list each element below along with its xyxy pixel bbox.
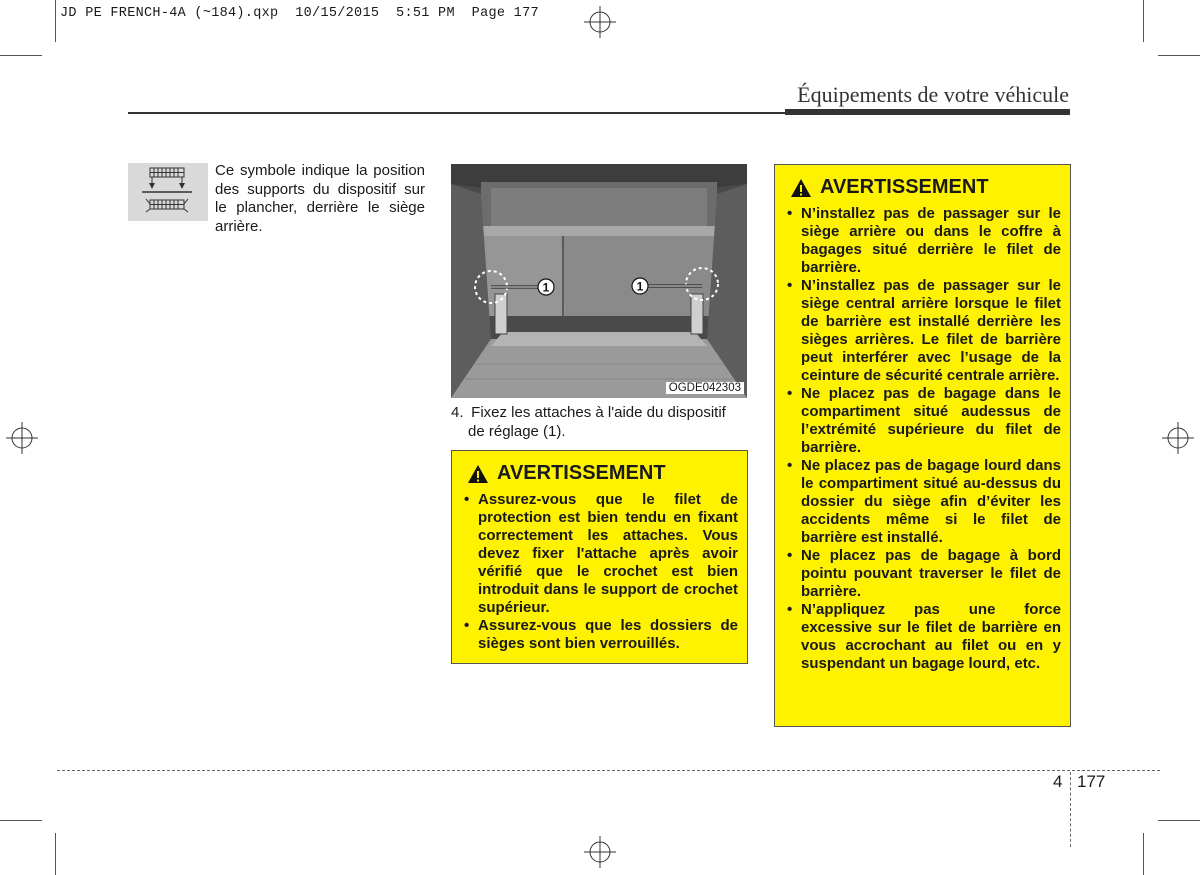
callout-left: 1 [542, 280, 550, 295]
section-title: Équipements de votre véhicule [797, 82, 1069, 107]
crop-mark [1158, 55, 1200, 56]
warning-item: • Assurez-vous que les dossiers de sièges sont bien verrouillés. [461, 617, 738, 653]
crop-mark [55, 833, 56, 875]
footer-dashed-divider [1070, 772, 1071, 847]
step-instruction [451, 404, 751, 441]
footer-dashed-rule [57, 770, 1160, 771]
warning-title: AVERTISSEMENT [820, 176, 989, 198]
crop-mark [1143, 0, 1144, 42]
warning-triangle-icon [790, 178, 812, 198]
warning-box-left [451, 450, 748, 664]
crop-mark [0, 820, 42, 821]
warning-item: • N’appliquez pas une force excessive sur le filet de barrière en vous accrochant au filet ou en y suspendant un bagage lourd, etc. [784, 601, 1061, 673]
warning-item: • Ne placez pas de bagage dans le compartiment situé audessus de l’extrémité supérieure du filet de barrière. [784, 385, 1061, 457]
crop-mark [0, 55, 42, 56]
warning-triangle-icon [467, 464, 489, 484]
step-line-1: Fixez les attaches à l'aide du dispositif [471, 404, 726, 421]
warning-header [467, 462, 738, 485]
registration-mark-icon [1162, 422, 1194, 454]
registration-mark-icon [584, 6, 616, 38]
crop-mark [1143, 833, 1144, 875]
warning-item: • Ne placez pas de bagage à bord pointu pouvant traverser le filet de barrière. [784, 547, 1061, 601]
warning-list [461, 491, 738, 653]
registration-mark-icon [584, 836, 616, 868]
warning-box-right [774, 164, 1071, 727]
warning-item: • N’installez pas de passager sur le siège central arrière lorsque le filet de barrière est installé derrière les sièges arrières. Le filet de barrière peut interférer avec l’usage de la ceinture de sécurité centrale arrière. [784, 277, 1061, 385]
warning-list [784, 205, 1061, 673]
warning-item: • Assurez-vous que le filet de protection est bien tendu en fixant correctement les attaches. Vous devez fixer l'attache après avoir vérifié que le crochet est bien introduit dans le support de crochet supérieur. [461, 491, 738, 617]
crop-mark [1158, 820, 1200, 821]
figure-code: OGDE042303 [666, 382, 744, 394]
step-number: 4. [451, 404, 464, 421]
crop-mark [55, 0, 56, 42]
page-number: 177 [1077, 772, 1106, 791]
warning-header [790, 176, 1061, 199]
step-line-2: de réglage (1). [468, 422, 566, 440]
header-rule-accent [785, 109, 1070, 115]
print-slug: JD PE FRENCH-4A (~184).qxp 10/15/2015 5:51 PM Page 177 [60, 6, 539, 21]
cargo-net-floor-support-icon [128, 163, 208, 221]
cargo-area-figure [451, 164, 747, 398]
intro-text: Ce symbole indique la position des supports du dispositif sur le plancher, derrière le siège arrière. [215, 162, 425, 235]
registration-mark-icon [6, 422, 38, 454]
cargo-area-illustration [451, 164, 747, 398]
warning-item: • Ne placez pas de bagage lourd dans le compartiment situé au-dessus du dossier du siège afin d’éviter les accidents même si le filet de barrière est installé. [784, 457, 1061, 547]
warning-title: AVERTISSEMENT [497, 462, 666, 484]
chapter-number: 4 [1053, 772, 1063, 791]
callout-right: 1 [636, 279, 644, 294]
warning-item: • N’installez pas de passager sur le siège arrière ou dans le coffre à bagages situé derrière le filet de barrière. [784, 205, 1061, 277]
